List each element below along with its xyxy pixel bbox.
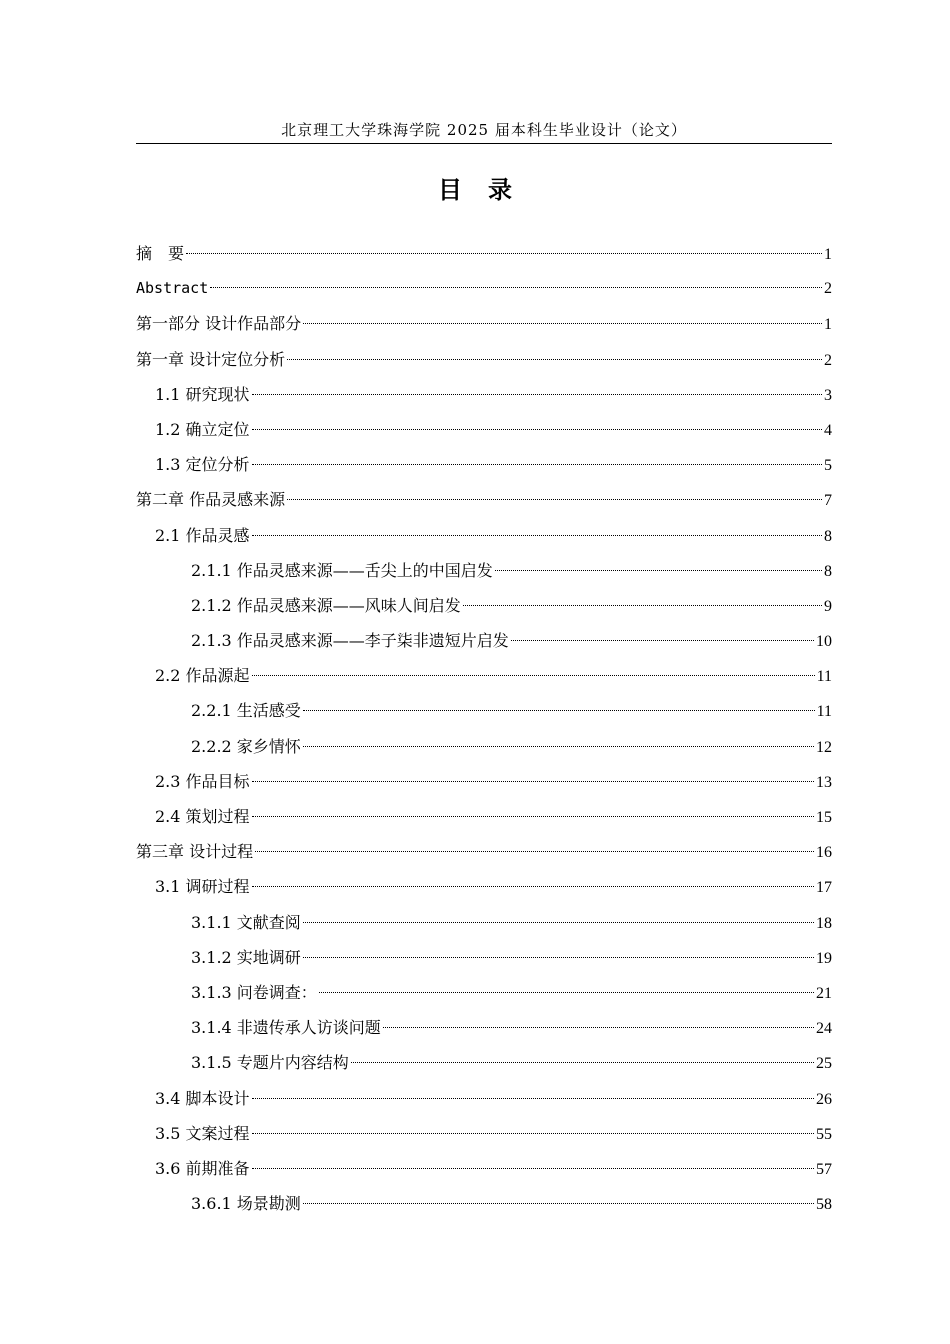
toc-entry-page: 18 — [816, 914, 832, 932]
toc-entry-label: 3.1.5 专题片内容结构 — [191, 1053, 349, 1073]
toc-entry-label: 2.1.2 作品灵感来源——风味人间启发 — [191, 595, 461, 615]
toc-entry[interactable] — [136, 623, 832, 658]
toc-entry-page: 13 — [816, 773, 832, 791]
toc-entry[interactable] — [136, 764, 832, 799]
toc-leader-dots — [252, 429, 822, 430]
toc-leader-dots — [495, 570, 822, 571]
toc-entry[interactable] — [136, 412, 832, 447]
toc-leader-dots — [252, 1098, 814, 1099]
header-rule — [136, 143, 832, 144]
toc-entry[interactable] — [136, 799, 832, 834]
toc-entry-label: 2.1.3 作品灵感来源——李子柒非遗短片启发 — [191, 631, 509, 651]
toc-entry-page: 24 — [816, 1020, 832, 1038]
toc-entry[interactable] — [136, 834, 832, 869]
title-part-2: 录 — [488, 175, 512, 204]
toc-entry-label: 3.1.2 实地调研 — [191, 947, 301, 967]
toc-leader-dots — [511, 640, 814, 641]
toc-entry-page: 8 — [824, 527, 832, 545]
toc-entry[interactable] — [136, 588, 832, 623]
toc-entry-label: 摘 要 — [136, 244, 185, 263]
toc-entry-label: 1.3 定位分析 — [155, 455, 250, 475]
toc-entry[interactable] — [136, 306, 832, 341]
toc-leader-dots — [252, 464, 822, 465]
toc-entry[interactable] — [136, 482, 832, 517]
toc-entry-label: 2.2.1 生活感受 — [191, 701, 301, 721]
toc-leader-dots — [210, 287, 822, 288]
toc-entry-label: 2.1 作品灵感 — [155, 525, 250, 545]
table-of-contents — [136, 236, 832, 1221]
toc-entry-label: 第三章 设计过程 — [136, 842, 254, 862]
toc-entry[interactable] — [136, 271, 832, 306]
toc-entry-page: 2 — [824, 280, 832, 298]
toc-entry-page: 25 — [816, 1055, 832, 1073]
toc-entry-label: 2.1.1 作品灵感来源——舌尖上的中国启发 — [191, 560, 493, 580]
toc-entry[interactable] — [136, 1186, 832, 1221]
toc-leader-dots — [303, 746, 814, 747]
toc-leader-dots — [252, 781, 814, 782]
toc-entry[interactable] — [136, 377, 832, 412]
toc-entry[interactable] — [136, 1116, 832, 1151]
toc-entry-page: 58 — [816, 1196, 832, 1214]
toc-entry[interactable] — [136, 869, 832, 904]
toc-entry[interactable] — [136, 905, 832, 940]
toc-entry-page: 21 — [816, 984, 832, 1002]
toc-entry-label: 2.2 作品源起 — [155, 666, 250, 686]
toc-entry-page: 9 — [824, 597, 832, 615]
toc-leader-dots — [252, 394, 822, 395]
toc-leader-dots — [303, 323, 822, 324]
toc-entry[interactable] — [136, 342, 832, 377]
toc-entry-label: 第一部分 设计作品部分 — [136, 314, 302, 334]
toc-entry-label: 1.2 确立定位 — [155, 419, 250, 439]
toc-entry-page: 11 — [816, 703, 832, 721]
toc-leader-dots — [383, 1027, 814, 1028]
toc-entry-page: 1 — [824, 246, 832, 263]
toc-leader-dots — [319, 992, 814, 993]
toc-entry-page: 3 — [824, 386, 832, 404]
toc-entry-page: 16 — [816, 844, 832, 862]
toc-entry-label: 2.4 策划过程 — [155, 807, 250, 826]
toc-entry-label: 2.3 作品目标 — [155, 771, 250, 791]
toc-entry-page: 57 — [816, 1160, 832, 1178]
toc-leader-dots — [287, 359, 822, 360]
toc-leader-dots — [252, 535, 822, 536]
toc-entry-page: 4 — [824, 421, 832, 439]
toc-leader-dots — [186, 253, 822, 254]
toc-leader-dots — [303, 922, 814, 923]
toc-entry[interactable] — [136, 553, 832, 588]
title-part-1: 目 — [438, 175, 462, 204]
toc-entry-label: 第一章 设计定位分析 — [136, 349, 286, 369]
toc-entry-page: 1 — [824, 316, 832, 334]
toc-leader-dots — [463, 605, 822, 606]
running-header: 北京理工大学珠海学院 2025 届本科生毕业设计（论文） — [281, 121, 687, 139]
toc-entry-page: 26 — [816, 1090, 832, 1108]
toc-entry-label: Abstract — [136, 279, 209, 298]
toc-entry[interactable] — [136, 1045, 832, 1080]
toc-entry[interactable] — [136, 975, 832, 1010]
toc-entry[interactable] — [136, 1081, 832, 1116]
toc-leader-dots — [252, 1133, 814, 1134]
toc-leader-dots — [303, 957, 814, 958]
toc-entry-page: 55 — [816, 1125, 832, 1143]
toc-entry-label: 3.6 前期准备 — [155, 1158, 250, 1178]
toc-entry[interactable] — [136, 940, 832, 975]
toc-entry[interactable] — [136, 693, 832, 728]
toc-entry-label: 3.1.4 非遗传承人访谈问题 — [191, 1018, 381, 1038]
toc-leader-dots — [351, 1062, 814, 1063]
toc-entry[interactable] — [136, 729, 832, 764]
toc-entry-page: 17 — [816, 879, 832, 897]
toc-entry-label: 1.1 研究现状 — [155, 384, 250, 404]
toc-entry-page: 12 — [816, 738, 832, 756]
toc-entry-label: 第二章 作品灵感来源 — [136, 490, 286, 510]
toc-leader-dots — [252, 1168, 814, 1169]
toc-entry[interactable] — [136, 1151, 832, 1186]
toc-leader-dots — [255, 851, 814, 852]
toc-entry-label: 3.4 脚本设计 — [155, 1088, 250, 1108]
toc-leader-dots — [252, 816, 814, 817]
toc-leader-dots — [252, 675, 815, 676]
toc-entry[interactable] — [136, 658, 832, 693]
toc-entry-label: 3.6.1 场景勘测 — [191, 1194, 301, 1214]
toc-entry-page: 19 — [816, 949, 832, 967]
toc-leader-dots — [303, 710, 815, 711]
toc-entry-page: 11 — [816, 668, 832, 686]
toc-entry-page: 15 — [816, 809, 832, 826]
toc-entry-label: 2.2.2 家乡情怀 — [191, 736, 301, 756]
toc-entry[interactable] — [136, 236, 832, 271]
toc-entry-label: 3.1.3 问卷调查： — [191, 982, 317, 1002]
toc-entry[interactable] — [136, 447, 832, 482]
toc-leader-dots — [303, 1203, 814, 1204]
toc-entry-page: 10 — [816, 633, 832, 651]
toc-leader-dots — [252, 886, 814, 887]
toc-leader-dots — [287, 499, 822, 500]
page-title — [0, 172, 950, 208]
toc-entry[interactable] — [136, 1010, 832, 1045]
toc-entry-label: 3.5 文案过程 — [155, 1123, 250, 1143]
toc-entry-page: 5 — [824, 457, 832, 475]
toc-entry-page: 7 — [824, 492, 832, 510]
toc-entry-label: 3.1.1 文献查阅 — [191, 912, 301, 932]
toc-entry-page: 2 — [824, 351, 832, 369]
toc-entry-page: 8 — [824, 562, 832, 580]
toc-entry[interactable] — [136, 518, 832, 553]
toc-entry-label: 3.1 调研过程 — [155, 877, 250, 897]
